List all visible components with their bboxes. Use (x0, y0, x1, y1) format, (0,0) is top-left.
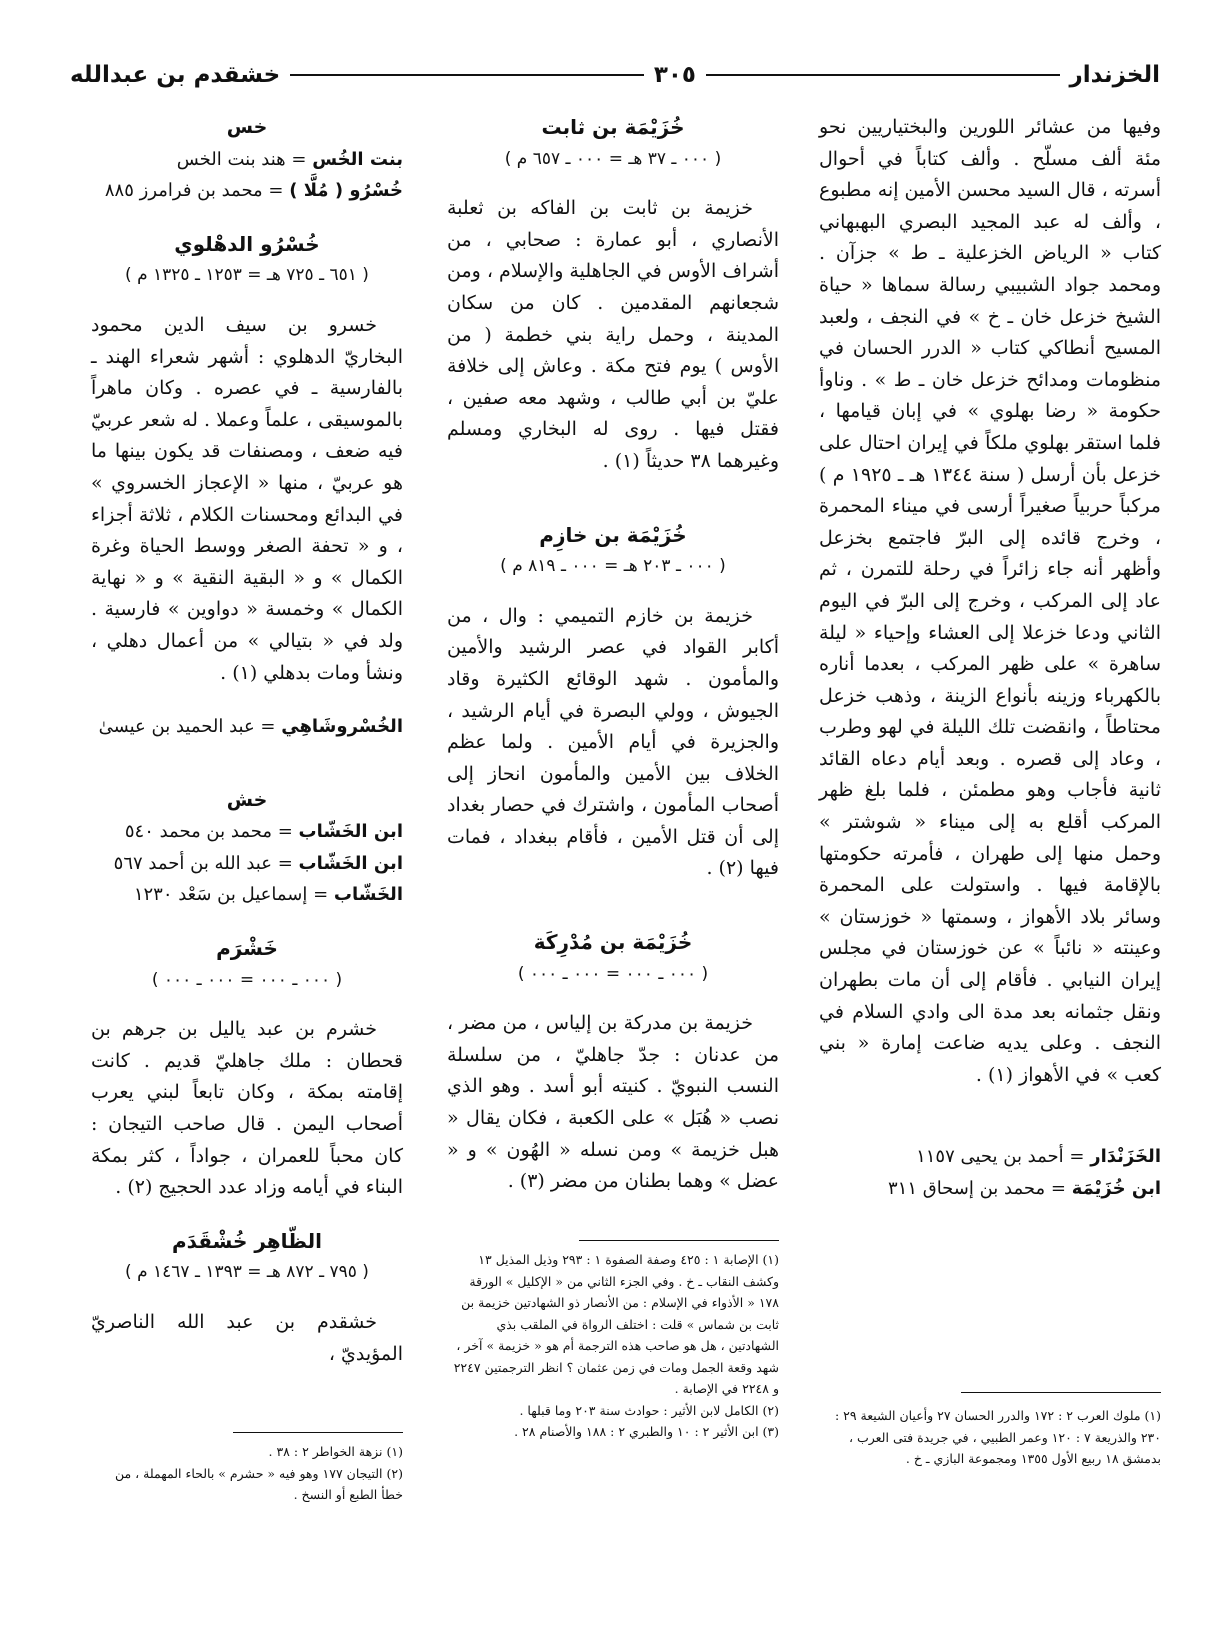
footnote-rule (233, 1432, 403, 1433)
footnote: (٣) ابن الأثير ٢ : ١٠ والطبري ٢ : ١٨٨ والأصنام ٢٨ . (514, 1424, 779, 1439)
reference-name: ابن الخَشّاب (298, 821, 403, 843)
footnote: (٢) التيجان ١٧٧ وهو فيه « حشرم » بالحاء المهملة ، من خطأ الطبع أو النسخ . (114, 1465, 403, 1502)
reference-name: ابن خُزَيْمَة (1071, 1178, 1161, 1199)
cross-reference (819, 1173, 1161, 1205)
footnote-rule (579, 1240, 779, 1241)
reference-target: = محمد بن إسحاق ٣١١ (887, 1178, 1066, 1199)
reference-target: = محمد بن محمد ٥٤٠ (124, 821, 293, 843)
reference-target: = محمد بن فرامرز ٨٨٥ (104, 180, 284, 202)
cross-reference (91, 144, 403, 176)
column-right (819, 112, 1161, 1205)
header-rule-right (706, 74, 1060, 76)
footnotes-middle (447, 1240, 779, 1443)
cross-reference (91, 816, 403, 848)
entry-body: خسرو بن سيف الدين محمود البخاريّ الدهلوي : أشهر شعراء الهند ـ بالفارسية ـ في عصره . وكان ماهراً بالموسيقى ، علماً وعملا . له شعر عربيّ فيه ضعف ، ومصنفات قد يكون بينها ما هو عربيّ ، منها « الإعجاز الخسروي » في البدائع ومحسنات الكلام ، ثلاثة أجزاء ، و « تحفة الصغر ووسط الحياة وغرة الكمال » و « البقية النقية » و « نهاية الكمال » وخمسة « دواوين » فارسية . ولد في « بتيالي » من أعمال دهلي ، ونشأ ومات بدهلي (١) . (91, 313, 403, 684)
footnote: (١) نزهة الخواطر ٢ : ٣٨ . (268, 1444, 403, 1459)
entry-title: خُزَيْمَة بن خازِم (539, 522, 687, 547)
entry-title: خُزَيْمَة بن مُدْرِكَة (533, 930, 693, 955)
cross-reference (91, 711, 403, 743)
entry-body: خشقدم بن عبد الله الناصريّ المؤيديّ ، (91, 1311, 403, 1365)
section-heading: خس (226, 116, 268, 138)
reference-target: = أحمد بن يحيى ١١٥٧ (916, 1146, 1085, 1168)
entry-dates: ( ٧٩٥ ـ ٨٧٢ هـ = ١٣٩٣ ـ ١٤٦٧ م ) (125, 1262, 369, 1283)
cross-reference (91, 879, 403, 911)
reference-name: خُسْرُو ( مُلَّا ) (289, 180, 403, 202)
reference-name: الخَشّاب (333, 884, 403, 906)
reference-target: = إسماعيل بن سَعْد ١٢٣٠ (133, 884, 329, 906)
page-number: ٣٠٥ (653, 62, 696, 88)
footnotes-left (91, 1432, 403, 1506)
cross-reference (91, 175, 403, 207)
entry-dates: ( ٠٠٠ ـ ٠٠٠ = ٠٠٠ ـ ٠٠٠ ) (151, 969, 343, 990)
reference-name: الخَزَنْدَار (1090, 1146, 1161, 1168)
footnotes-right (819, 1392, 1161, 1470)
reference-target: = عبد الله بن أحمد ٥٦٧ (113, 852, 293, 874)
entry-body: خشرم بن عبد ياليل بن جرهم بن قحطان : ملك جاهليّ قديم . كانت إقامته بمكة ، وكان تابعاً لبني يعرب أصحاب اليمن . قال صاحب التيجان : كان محباً للعمران ، جواداً ، كثر بمكة البناء في أيامه وزاد عدد الحجيج (٢) . (91, 1018, 403, 1199)
entry-dates: ( ٠٠٠ ـ ٠٠٠ = ٠٠٠ ـ ٠٠٠ ) (517, 963, 709, 984)
entry-title: الظّاهِر خُشْقَدَم (172, 1228, 322, 1253)
footnote: (١) ملوك العرب ٢ : ١٧٢ والدرر الحسان ٢٧ وأعيان الشيعة ٢٩ : ٢٣٠ والذريعة ٧ : ١٢٠ وعمر الطبيي ، في جريدة فتى العرب ، بدمشق ١٨ ربيع الأول ١٣٥٥ ومجموعة البازي ـ خ . (834, 1408, 1161, 1466)
entry-title: خَشْرَم (216, 936, 278, 961)
entry-dates: ( ٠٠٠ ـ ٢٠٣ هـ = ٠٠٠ ـ ٨١٩ م ) (500, 556, 726, 577)
footnote: (٢) الكامل لابن الأثير : حوادث سنة ٢٠٣ وما قبلها . (519, 1402, 779, 1418)
entry-dates: ( ٦٥١ ـ ٧٢٥ هـ = ١٢٥٣ ـ ١٣٢٥ م ) (125, 265, 369, 286)
footnote-rule (961, 1392, 1161, 1393)
reference-name: ابن الخَشّاب (298, 852, 403, 874)
header-left-word: خشقدم بن عبدالله (69, 62, 281, 88)
entry-body: خزيمة بن مدركة بن إلياس ، من مضر ، من عدنان : جدّ جاهليّ ، من سلسلة النسب النبويّ . كنيته أبو أسد . وهو الذي نصب « هُبَل » على الكعبة ، فكان يقال « هبل خزيمة » ومن نسله « الهُون » و « عضل » وهما بطنان من مضر (٣) . (447, 1012, 779, 1193)
cross-reference (91, 848, 403, 880)
column-left (91, 112, 403, 1370)
entry-title: خُزَيْمَة بن ثابت (541, 115, 685, 139)
entry-body: خزيمة بن ثابت بن الفاكه بن ثعلبة الأنصاري ، أبو عمارة : صحابي ، من أشراف الأوس في الجاهلية والإسلام ، ومن شجعانهم المقدمين . كان من سكان المدينة ، وحمل راية بني خطمة ( من الأوس ) يوم فتح مكة . وعاش إلى خلافة عليّ بن أبي طالب ، وشهد معه صفين ، فقتل فيها . روى له البخاري ومسلم وغيرهما ٣٨ حديثاً (١) . (447, 197, 779, 472)
entry-title: خُسْرُو الدهْلوي (174, 231, 320, 256)
reference-name: بنت الخُس (312, 148, 403, 170)
reference-name: الخُسْروشَاهِي (281, 716, 403, 738)
header-right-word: الخزندار (1069, 62, 1160, 88)
running-header (70, 58, 1160, 92)
section-heading: خش (226, 788, 268, 811)
header-rule-left (290, 74, 644, 76)
entry-body: خزيمة بن خازم التميمي : وال ، من أكابر القواد في عصر الرشيد والأمين والمأمون . شهد الوقائع الكثيرة وقاد الجيوش ، وولي البصرة في أيام الرشيد ، والجزيرة في أيام الأمين . ولما عظم الخلاف بين الأمين والمأمون انحاز إلى أصحاب المأمون ، واشترك في حصار بغداد إلى أن قتل الأمين ، فأقام ببغداد ، فمات فيها (٢) . (447, 604, 779, 880)
reference-target: = عبد الحميد بن عيسىٰ (98, 716, 276, 738)
footnote: (١) الإصابة ١ : ٤٢٥ وصفة الصفوة ١ : ٢٩٣ وذيل المذيل ١٣ وكشف النقاب ـ خ . وفي الجزء الثاني من « الإكليل » الورقة ١٧٨ « الأذواء في الإسلام : من الأنصار ذو الشهادتين خزيمة بن ثابت بن شماس » قلت : اختلف الرواة في الملقب بذي الشهادتين ، هل هو صاحب هذه الترجمة أم هو « خزيمة » آخر ، شهد وقعة الجمل ومات في زمن عثمان ؟ انظر الترجمتين ٢٢٤٧ و ٢٢٤٨ في الإصابة . (453, 1252, 779, 1396)
entry-dates: ( ٠٠٠ ـ ٣٧ هـ = ٠٠٠ ـ ٦٥٧ م ) (504, 148, 722, 169)
cross-reference (819, 1141, 1161, 1173)
entry-body-khazal: وفيها من عشائر اللورين والبختياريين نحو مئة ألف مسلّح . وألف كتاباً في أحوال أسرته ، قال السيد محسن الأمين إنه مطبوع ، وألف له عبد المجيد البصري البهبهاني كتاب « الرياض الخزعلية ـ ط » جزآن . ومحمد جواد الشبيبي رسالة سماها « حياة الشيخ خزعل خان ـ خ » في النجف ، ولعبد المسيح أنطاكي كتاب « الدرر الحسان في منظومات ومدائح خزعل خان ـ ط » . وناوأ حكومة « رضا بهلوي » في إبان قيامها ، فلما استقر بهلوي ملكاً في إيران احتال على خزعل بأن أرسل ( سنة ١٣٤٤ هـ ـ ١٩٢٥ م ) مركباً حربياً صغيراً أرسى في ميناء المحمرة ، وخرج قائده إلى البرّ فاجتمع بخزعل وأظهر أنه جاء زائراً في رحلة للتمرن ، ثم عاد إلى المركب ، وخرج إلى البرّ في اليوم الثاني ودعا خزعلا إلى العشاء وإحياء « ليلة ساهرة » على ظهر المركب ، بعدما أناره بالكهرباء وزينه بأنواع الزينة ، وذهب خزعل محتاطاً ، وانقضت تلك الليلة في لهو وطرب ، وعاد إلى قصره . وبعد أيام دعاه القائد ثانية فأجاب وهو مطمئن ، فلما بلغ ظهر المركب أقلع به إلى ميناء « شوشتر » وحمل منها إلى طهران ، فأمرته حكومتها بالإقامة فيها . واستولت على المحمرة وسائر بلاد الأهواز ، وسمتها « خوزستان » وعينته « نائباً » عن خوزستان في مجلس إيران النيابي . فأقام إلى أن مات بطهران ونقل جثمانه بعد مدة الى وادي السلام في النجف . وعلى يديه ضاعت إمارة « بني كعب » في الأهواز (١) . (819, 116, 1161, 1086)
reference-target: = هند بنت الخس (176, 148, 307, 170)
column-middle (447, 112, 779, 1198)
